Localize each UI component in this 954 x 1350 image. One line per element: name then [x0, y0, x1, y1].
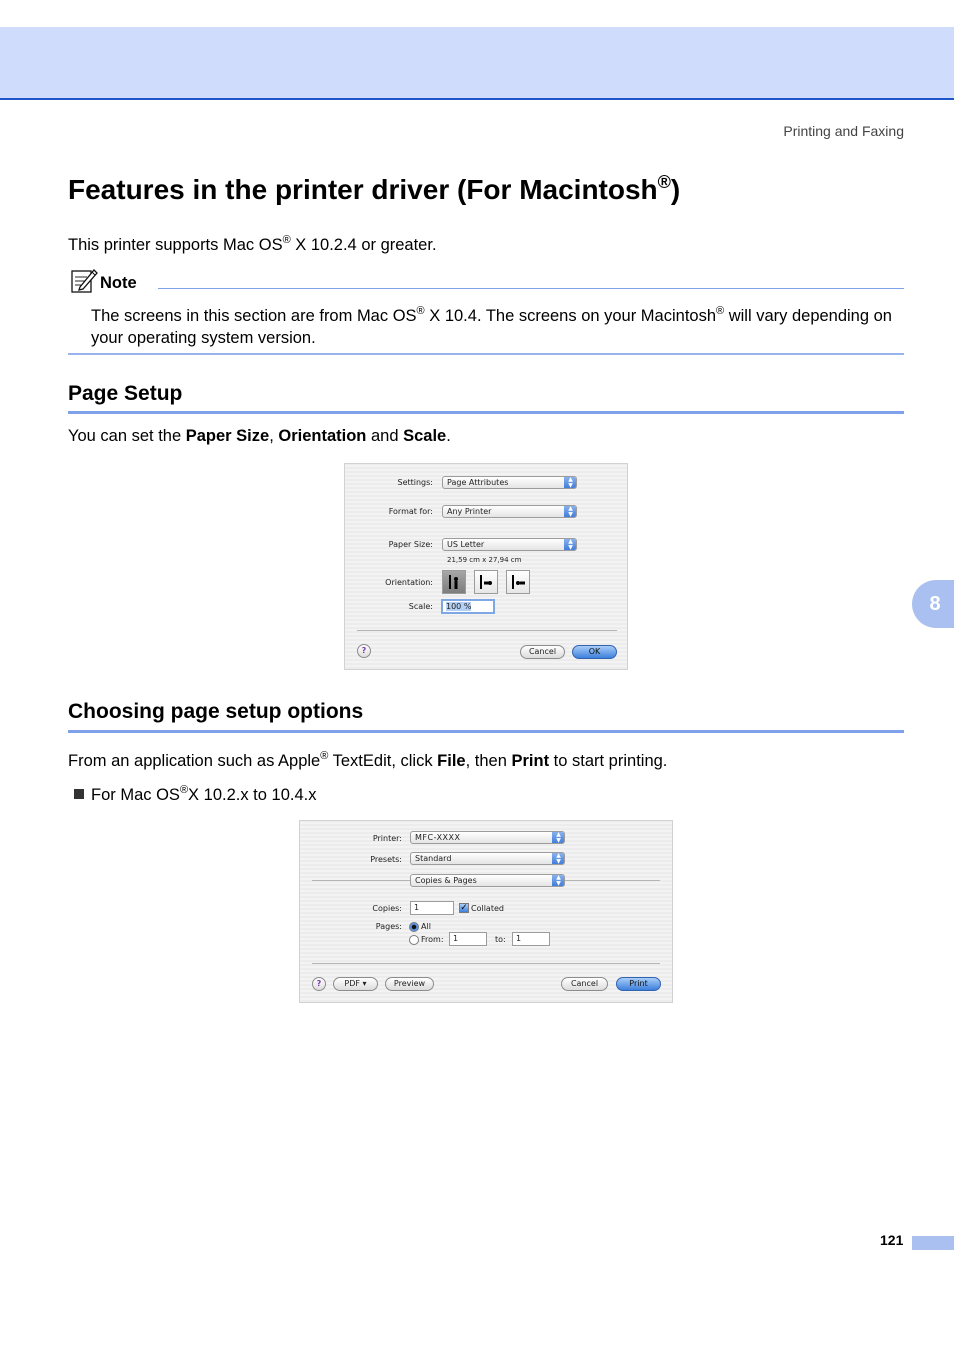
scale-input[interactable]: 100 % [441, 599, 495, 614]
pages-all-radio[interactable] [409, 922, 419, 932]
orientation-reverse-landscape-button[interactable] [506, 570, 530, 594]
pane-popup[interactable]: Copies & Pages ▲ ▼ [410, 874, 565, 887]
orientation-label: Orientation: [385, 578, 433, 587]
portrait-person-icon [443, 571, 465, 593]
page-setup-paragraph: You can set the Paper Size, Orientation and Scale. [68, 427, 451, 445]
popup-arrows-icon: ▲ ▼ [552, 852, 565, 865]
popup-arrows-icon: ▲ ▼ [564, 476, 577, 489]
page-number: 121 [880, 1232, 904, 1248]
note-text: The screens in this section are from Mac OS® X 10.4. The screens on your Macintosh® will vary depending on your operating system version. [91, 305, 892, 347]
cancel-button[interactable]: Cancel [561, 977, 608, 991]
format-for-popup[interactable]: Any Printer ▲ ▼ [442, 505, 577, 518]
orientation-portrait-button[interactable] [442, 570, 466, 594]
presets-popup[interactable]: Standard ▲ ▼ [410, 852, 565, 865]
choosing-paragraph: From an application such as Apple® TextEdit, click File, then Print to start printing. [68, 750, 668, 770]
popup-arrows-icon: ▲ ▼ [564, 538, 577, 551]
popup-arrows-icon: ▲ ▼ [564, 505, 577, 518]
scale-label: Scale: [408, 602, 433, 611]
section-heading-choosing-options: Choosing page setup options [68, 700, 364, 723]
section-rule [68, 411, 904, 414]
copies-label: Copies: [372, 904, 402, 913]
note-rule [158, 288, 904, 289]
orientation-landscape-button[interactable] [474, 570, 498, 594]
settings-popup[interactable]: Page Attributes ▲ ▼ [442, 476, 577, 489]
landscape-person-icon [475, 571, 497, 593]
presets-label: Presets: [370, 855, 402, 864]
format-for-label: Format for: [388, 507, 433, 516]
popup-arrows-icon: ▲ ▼ [552, 874, 565, 887]
note-bottom-rule [68, 353, 904, 355]
dialog-separator [312, 963, 660, 964]
pages-from-label: From: [421, 935, 444, 944]
page-setup-dialog [344, 463, 628, 670]
help-button[interactable]: ? [312, 977, 326, 991]
printer-label: Printer: [372, 834, 402, 843]
dialog-separator [357, 630, 617, 631]
pages-label: Pages: [375, 922, 402, 931]
bullet-square [74, 789, 84, 799]
header-band [0, 27, 954, 100]
running-head: Printing and Faxing [783, 123, 904, 139]
note-pencil-icon [70, 267, 98, 293]
preview-button[interactable]: Preview [385, 977, 434, 991]
settings-label: Settings: [397, 478, 433, 487]
page-title: Features in the printer driver (For Macintosh®) [68, 172, 681, 205]
paper-size-popup[interactable]: US Letter ▲ ▼ [442, 538, 577, 551]
pages-to-label: to: [495, 935, 506, 944]
copies-input[interactable]: 1 [410, 901, 454, 915]
section-rule [68, 730, 904, 733]
paper-size-label: Paper Size: [388, 540, 433, 549]
pages-all-label: All [421, 922, 431, 931]
page-number-bar [912, 1236, 954, 1250]
note-label: Note [100, 274, 137, 292]
paper-dimensions: 21,59 cm x 27,94 cm [447, 556, 522, 564]
collated-label: Collated [471, 904, 504, 913]
pages-to-input[interactable]: 1 [512, 932, 550, 946]
print-dialog [299, 820, 673, 1003]
bullet-text: For Mac OS®X 10.2.x to 10.4.x [91, 784, 317, 804]
printer-popup[interactable]: MFC-XXXX ▲ ▼ [410, 831, 565, 844]
section-heading-page-setup: Page Setup [68, 382, 183, 405]
popup-arrows-icon: ▲ ▼ [552, 831, 565, 844]
chapter-tab: 8 [912, 580, 954, 628]
reverse-landscape-person-icon [507, 571, 529, 593]
ok-button[interactable]: OK [572, 645, 617, 659]
print-button[interactable]: Print [616, 977, 661, 991]
help-button[interactable]: ? [357, 644, 371, 658]
pages-from-radio[interactable] [409, 935, 419, 945]
intro-paragraph: This printer supports Mac OS® X 10.2.4 or greater. [68, 234, 437, 254]
collated-checkbox[interactable]: ✓ [460, 903, 468, 913]
pdf-button[interactable]: PDF ▾ [333, 977, 378, 991]
pages-from-input[interactable]: 1 [449, 932, 487, 946]
cancel-button[interactable]: Cancel [520, 645, 565, 659]
